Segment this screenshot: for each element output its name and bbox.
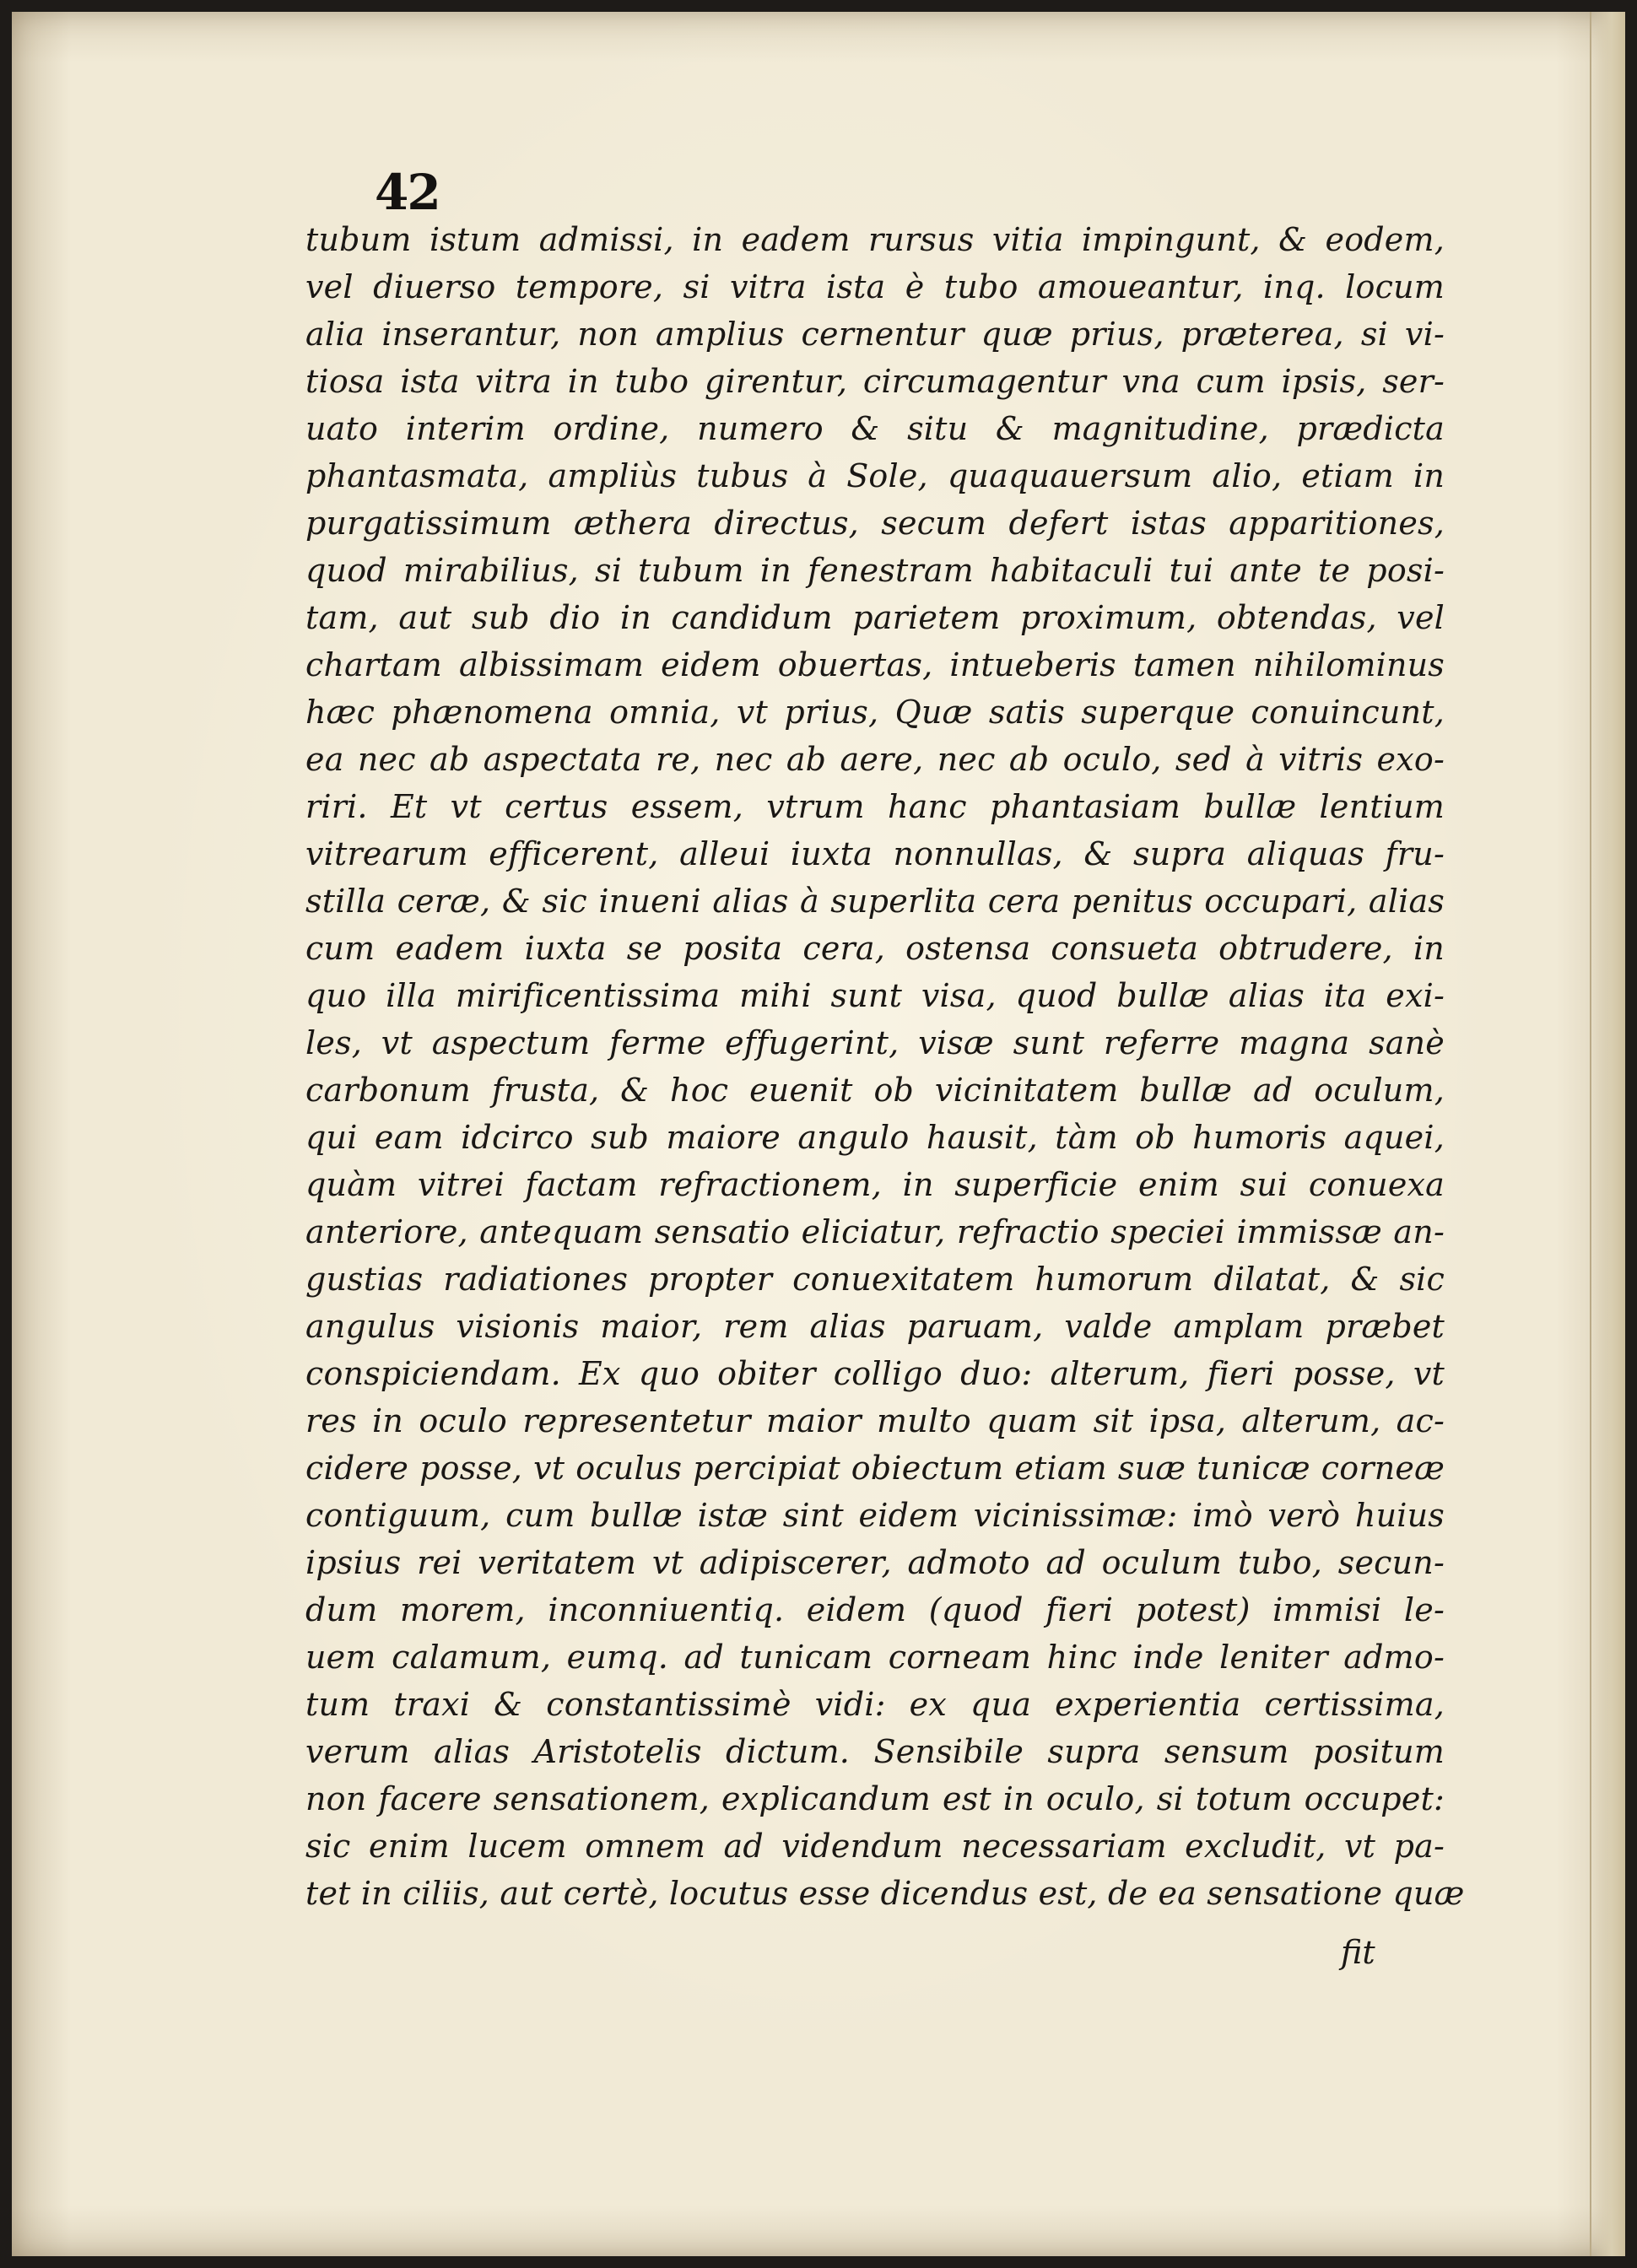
- text-line: verum alias Aristotelis dictum. Sensibile supra sensum positum: [305, 1733, 1445, 1770]
- text-line: ea nec ab aspectata re, nec ab aere, nec ab oculo, sed à vitris exo-: [305, 741, 1445, 778]
- body-text: [305, 216, 1465, 1917]
- text-line: riri. Et vt certus essem, vtrum hanc phantasiam bullæ lentium: [305, 788, 1445, 825]
- text-line: hæc phænomena omnia, vt prius, Quæ satis superque conuincunt,: [305, 694, 1445, 731]
- text-line: qui eam idcirco sub maiore angulo hausit, tàm ob humoris aquei,: [305, 1119, 1445, 1156]
- text-line: vitrearum efficerent, alleui iuxta nonnullas, & supra aliquas fru-: [305, 835, 1445, 872]
- text-line: conspiciendam. Ex quo obiter colligo duo: alterum, fieri posse, vt: [305, 1355, 1445, 1392]
- text-line: res in oculo representetur maior multo quam sit ipsa, alterum, ac-: [305, 1402, 1445, 1439]
- page-number: 42: [375, 164, 440, 221]
- text-line: tum traxi & constantissimè vidi: ex qua experientia certissima,: [305, 1686, 1445, 1723]
- text-line: carbonum frusta, & hoc euenit ob vicinitatem bullæ ad oculum,: [305, 1072, 1445, 1109]
- book-page: [12, 12, 1625, 2256]
- text-line: les, vt aspectum ferme effugerint, visæ sunt referre magna sanè: [305, 1024, 1445, 1061]
- text-line: anteriore, antequam sensatio eliciatur, refractio speciei immissæ an-: [305, 1213, 1445, 1250]
- text-line: tiosa ista vitra in tubo girentur, circumagentur vna cum ipsis, ser-: [305, 363, 1445, 400]
- text-line: dum morem, inconniuentiq. eidem (quod fieri potest) immisi le-: [305, 1591, 1445, 1628]
- text-line: non facere sensationem, explicandum est in oculo, si totum occupet:: [305, 1780, 1445, 1817]
- text-line: gustias radiationes propter conuexitatem humorum dilatat, & sic: [305, 1261, 1445, 1298]
- text-line: vel diuerso tempore, si vitra ista è tubo amoueantur, inq. locum: [305, 268, 1445, 305]
- text-line: cum eadem iuxta se posita cera, ostensa consueta obtrudere, in: [305, 930, 1445, 967]
- text-line: phantasmata, ampliùs tubus à Sole, quaquauersum alio, etiam in: [305, 457, 1445, 494]
- text-line: uem calamum, eumq. ad tunicam corneam hinc inde leniter admo-: [305, 1639, 1445, 1676]
- text-line: tet in ciliis, aut certè, locutus esse dicendus est, de ea sensatione quæ: [305, 1875, 1465, 1912]
- text-line: uato interim ordine, numero & situ & magnitudine, prædicta: [305, 410, 1445, 447]
- text-line: alia inserantur, non amplius cernentur quæ prius, præterea, si vi-: [305, 316, 1445, 353]
- text-line: purgatissimum æthera directus, secum defert istas apparitiones,: [305, 505, 1445, 542]
- text-line: quo illa mirificentissima mihi sunt visa, quod bullæ alias ita exi-: [305, 977, 1445, 1014]
- text-line: tam, aut sub dio in candidum parietem proximum, obtendas, vel: [305, 599, 1445, 636]
- text-line: contiguum, cum bullæ istæ sint eidem vicinissimæ: imò verò huius: [305, 1497, 1445, 1534]
- page-edge: [1590, 12, 1625, 2256]
- text-line: quàm vitrei factam refractionem, in superficie enim sui conuexa: [305, 1166, 1445, 1203]
- text-line: chartam albissimam eidem obuertas, intueberis tamen nihilominus: [305, 646, 1445, 683]
- text-line: angulus visionis maior, rem alias paruam, valde amplam præbet: [305, 1308, 1445, 1345]
- text-line: sic enim lucem omnem ad videndum necessariam excludit, vt pa-: [305, 1828, 1445, 1865]
- catchword: fit: [1341, 1934, 1375, 1971]
- text-line: tubum istum admissi, in eadem rursus vitia impingunt, & eodem,: [305, 221, 1445, 258]
- text-line: quod mirabilius, si tubum in fenestram habitaculi tui ante te posi-: [305, 552, 1445, 589]
- text-line: ipsius rei veritatem vt adipiscerer, admoto ad oculum tubo, secun-: [305, 1544, 1445, 1581]
- text-line: stilla ceræ, & sic inueni alias à superlita cera penitus occupari, alias: [305, 883, 1445, 920]
- text-line: cidere posse, vt oculus percipiat obiectum etiam suæ tunicæ corneæ: [305, 1450, 1445, 1487]
